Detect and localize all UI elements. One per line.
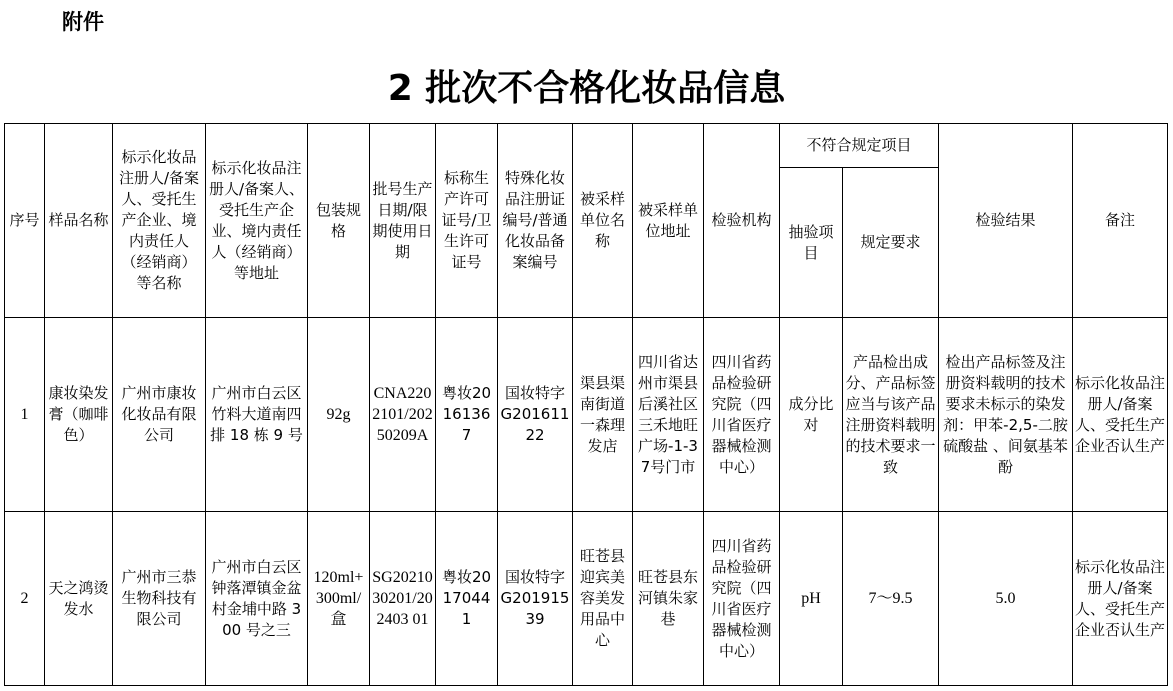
cell-sample-name: 天之鸿烫发水 (45, 512, 113, 686)
cell-seq: 2 (5, 512, 45, 686)
header-lab: 检验机构 (704, 124, 780, 318)
cell-sampled-address: 旺苍县东河镇朱家巷 (633, 512, 704, 686)
cell-address: 广州市白云区钟落潭镇金盆村金埔中路 300 号之三 (206, 512, 308, 686)
header-seq: 序号 (5, 124, 45, 318)
cell-sample-name: 康妆染发膏（咖啡色） (45, 318, 113, 512)
cell-result: 5.0 (939, 512, 1073, 686)
cell-remark: 标示化妆品注册人/备案人、受托生产企业否认生产 (1073, 318, 1168, 512)
table-row (5, 512, 1168, 686)
cell-requirement: 产品检出成分、产品标签应当与该产品注册资料载明的技术要求一致 (843, 318, 939, 512)
cell-cert: 国妆特字G20191539 (498, 512, 573, 686)
cell-requirement: 7～9.5 (843, 512, 939, 686)
cell-seq: 1 (5, 318, 45, 512)
nonconforming-cosmetics-table (4, 123, 1168, 686)
cell-remark: 标示化妆品注册人/备案人、受托生产企业否认生产 (1073, 512, 1168, 686)
header-labeled-address: 标示化妆品注册人/备案人、受托生产企业、境内责任人（经销商）等地址 (206, 124, 308, 318)
cell-test-item: 成分比对 (780, 318, 843, 512)
cell-lab: 四川省药品检验研究院（四川省医疗器械检测中心） (704, 318, 780, 512)
header-test-item: 抽验项目 (780, 168, 843, 318)
cell-address: 广州市白云区竹料大道南四排 18 栋 9 号 (206, 318, 308, 512)
header-cert-no: 特殊化妆品注册证编号/普通化妆品备案编号 (498, 124, 573, 318)
cell-cert: 国妆特字G20161122 (498, 318, 573, 512)
page-title: 2 批次不合格化妆品信息 (387, 68, 786, 109)
cell-spec: 92g (308, 318, 370, 512)
cell-license: 粤妆20161367 (436, 318, 498, 512)
table-row (5, 318, 1168, 512)
header-remark: 备注 (1073, 124, 1168, 318)
cell-registrant: 广州市康妆化妆品有限公司 (113, 318, 206, 512)
cell-result: 检出产品标签及注册资料载明的技术要求未标示的染发剂：甲苯-2,5-二胺硫酸盐 、间氨基苯酚 (939, 318, 1073, 512)
cell-batch: SG2021030201/202403 01 (370, 512, 436, 686)
cell-registrant: 广州市三恭生物科技有限公司 (113, 512, 206, 686)
header-requirement: 规定要求 (843, 168, 939, 318)
cell-sampled-unit: 渠县渠南街道一森理发店 (573, 318, 633, 512)
header-license: 标称生产许可证号/卫生许可证号 (436, 124, 498, 318)
cell-test-item: pH (780, 512, 843, 686)
cell-batch: CNA2202101/20250209A (370, 318, 436, 512)
attachment-label: 附件 (62, 10, 104, 34)
header-sampled-unit: 被采样单位名称 (573, 124, 633, 318)
header-sample-name: 样品名称 (45, 124, 113, 318)
cell-license: 粤妆20170441 (436, 512, 498, 686)
table-header-row (5, 124, 1168, 168)
cell-sampled-address: 四川省达州市渠县后溪社区三禾地旺广场-1-37号门市 (633, 318, 704, 512)
header-result: 检验结果 (939, 124, 1073, 318)
cell-lab: 四川省药品检验研究院（四川省医疗器械检测中心） (704, 512, 780, 686)
cell-spec: 120ml+300ml/盒 (308, 512, 370, 686)
header-spec: 包装规格 (308, 124, 370, 318)
header-labeled-registrant: 标示化妆品注册人/备案人、受托生产企业、境内责任人（经销商）等名称 (113, 124, 206, 318)
header-noncompliance-group: 不符合规定项目 (780, 124, 939, 168)
cell-sampled-unit: 旺苍县迎宾美容美发用品中心 (573, 512, 633, 686)
header-sampled-address: 被采样单位地址 (633, 124, 704, 318)
header-batch-date: 批号生产日期/限期使用日期 (370, 124, 436, 318)
